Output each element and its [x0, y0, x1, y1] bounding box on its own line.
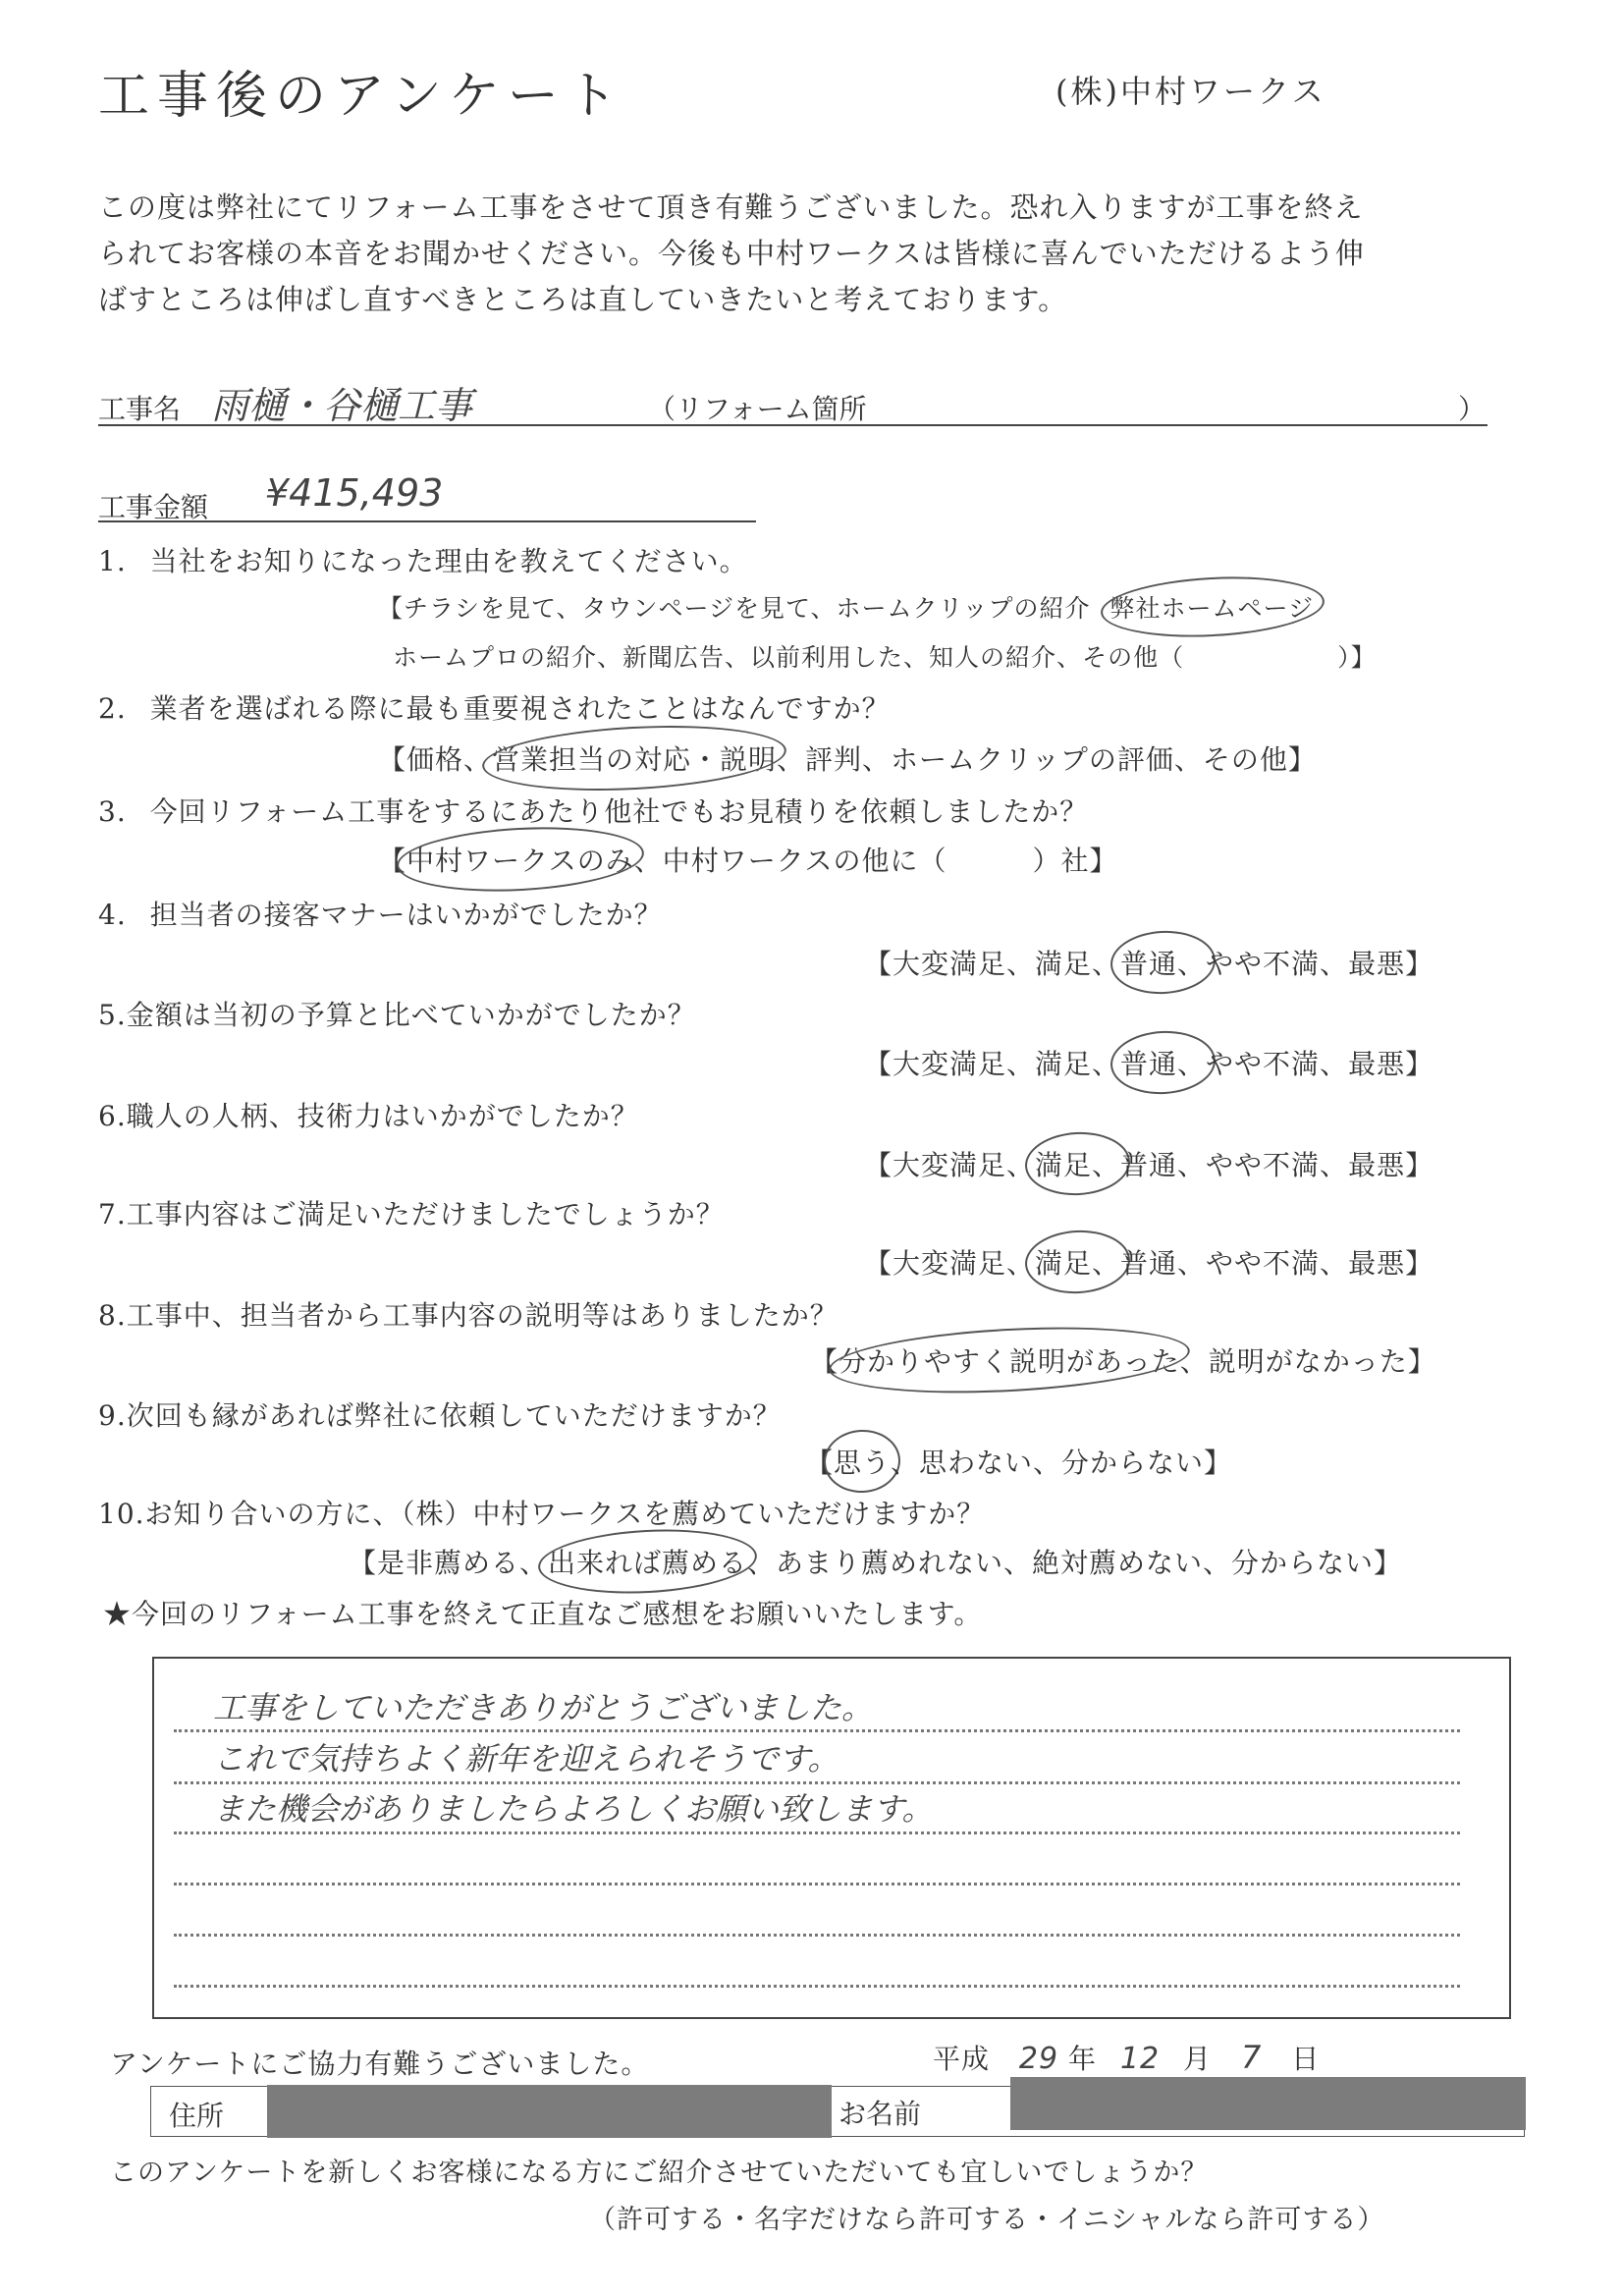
question-6-options	[864, 1144, 1434, 1183]
question-10-options	[349, 1542, 1402, 1581]
question-7: 7.工事内容はご満足いただけましたでしょうか？	[98, 1198, 725, 1230]
option[interactable]: 以前利用した、	[750, 643, 930, 672]
option-selected[interactable]: 出来れば薦める	[548, 1542, 747, 1581]
option[interactable]: 最悪】	[1348, 1149, 1434, 1181]
option-selected[interactable]: 思う	[834, 1442, 891, 1481]
option[interactable]: 、中村ワークスの他に（ ）社】	[633, 845, 1118, 877]
question-6: 6.職人の人柄、技術力はいかがでしたか？	[98, 1100, 639, 1132]
option-selected[interactable]: 営業担当の対応・説明	[492, 738, 777, 778]
comments-prompt: ★今回のリフォーム工事を終えて正直なご感想をお願いいたします。	[103, 1598, 983, 1630]
address-redacted[interactable]	[267, 2085, 832, 2138]
question-1-options-line-1	[378, 589, 1314, 625]
permission-options[interactable]: （許可する・名字だけなら許可する・イニシャルなら許可する）	[589, 2205, 1385, 2235]
option: 【	[810, 1345, 839, 1378]
amount-value: ¥415,493	[265, 471, 444, 515]
comment-line: また機会がありましたらよろしくお願い致します。	[213, 1790, 934, 1828]
option[interactable]: ホームクリップの紹介	[836, 594, 1091, 623]
comment-line: これで気持ちよく新年を迎えられそうです。	[213, 1740, 839, 1777]
reform-location-close: ）	[1458, 393, 1487, 425]
option[interactable]: やや不満、	[1206, 1048, 1349, 1080]
option: 【	[378, 845, 407, 877]
question-3-options	[378, 840, 1117, 879]
option-selected[interactable]: 満足、	[1035, 1144, 1120, 1183]
question-8-options	[810, 1340, 1436, 1380]
question-1: 1. 当社をお知りになった理由を教えてください。	[98, 545, 748, 577]
question-4-options	[864, 943, 1434, 982]
dotted-line	[174, 1831, 1460, 1834]
option: 【	[805, 1447, 835, 1479]
amount-label: 工事金額	[98, 491, 209, 523]
question-5: 5.金額は当初の予算と比べていかがでしたか？	[98, 999, 696, 1031]
option[interactable]: 【是非薦める、	[349, 1547, 549, 1579]
company-name: (株)中村ワークス	[1055, 73, 1326, 110]
option-selected[interactable]: 満足、	[1035, 1242, 1120, 1282]
question-10: 10.お知り合いの方に、（株）中村ワークスを薦めていただけますか？	[98, 1498, 986, 1530]
question-7-options	[864, 1242, 1434, 1282]
option[interactable]: ホームプロの紹介、	[393, 643, 623, 672]
option[interactable]: 【大変満足、	[864, 1247, 1036, 1280]
date-day: 7	[1240, 2039, 1263, 2076]
dotted-line	[174, 1883, 1460, 1886]
question-3: 3. 今回リフォーム工事をするにあたり他社でもお見積りを依頼しましたか？	[98, 795, 1089, 828]
dotted-line	[174, 1729, 1460, 1732]
date-year: 29	[1018, 2042, 1059, 2076]
address-label: 住所	[169, 2100, 225, 2132]
option[interactable]: 、説明がなかった】	[1179, 1345, 1436, 1378]
intro-line: この度は弊社にてリフォーム工事をさせて頂き有難うございました。恐れ入りますが工事を終え	[98, 191, 1364, 224]
intro-line: られてお客様の本音をお聞かせください。今後も中村ワークスは皆様に喜んでいただけるよう伸	[98, 237, 1365, 270]
option-selected[interactable]: 分かりやすく説明があった	[839, 1340, 1180, 1380]
option-selected[interactable]: 弊社ホームページ	[1110, 589, 1315, 625]
option[interactable]: やや不満、	[1206, 1247, 1349, 1280]
project-name-label: 工事名	[98, 393, 182, 425]
question-9-options	[805, 1442, 1232, 1481]
option[interactable]: 普通、	[1120, 1247, 1207, 1280]
question-1-options-line-2	[393, 638, 1377, 674]
option[interactable]: 普通、	[1120, 1149, 1207, 1181]
option[interactable]: 最悪】	[1348, 1048, 1434, 1080]
amount-field[interactable]	[98, 471, 756, 523]
date-month: 12	[1119, 2042, 1161, 2076]
project-name-field[interactable]	[98, 383, 1488, 426]
contact-info-row	[150, 2086, 1525, 2137]
option[interactable]: 満足、	[1035, 1048, 1121, 1080]
option[interactable]: 新聞広告、	[622, 643, 751, 672]
name-redacted[interactable]	[1010, 2077, 1526, 2130]
comment-line: 工事をしていただきありがとうございました。	[213, 1689, 874, 1726]
date-day-unit: 日	[1291, 2043, 1321, 2075]
name-label: お名前	[839, 2098, 922, 2130]
option[interactable]: 、評判、ホームクリップの評価、その他】	[777, 743, 1317, 776]
option[interactable]: 、あまり薦めれない、絶対薦めない、分からない】	[747, 1547, 1403, 1579]
intro-line: ばすところは伸ばし直すべきところは直していきたいと考えております。	[98, 283, 1068, 316]
page-title: 工事後のアンケート	[98, 67, 625, 126]
dotted-line	[174, 1934, 1460, 1937]
option[interactable]: 【大変満足、	[864, 948, 1036, 980]
option[interactable]: 【大変満足、	[864, 1048, 1036, 1080]
option[interactable]: 【大変満足、	[864, 1149, 1036, 1181]
question-9: 9.次回も縁があれば弊社に依頼していただけますか？	[98, 1399, 782, 1432]
date-era: 平成	[933, 2043, 991, 2075]
date-year-unit: 年	[1068, 2043, 1098, 2075]
option[interactable]: その他（ ）】	[1082, 643, 1377, 672]
option-selected[interactable]: 普通、	[1120, 1043, 1206, 1082]
option[interactable]: 満足、	[1035, 948, 1121, 980]
option[interactable]: やや不満、	[1206, 1149, 1349, 1181]
project-name-value: 雨樋・谷樋工事	[211, 384, 473, 427]
option[interactable]: 【価格、	[378, 743, 493, 776]
date-field[interactable]	[933, 2038, 1320, 2077]
question-4: 4. 担当者の接客マナーはいかがでしたか？	[98, 899, 663, 931]
date-month-unit: 月	[1183, 2043, 1213, 2075]
option-selected[interactable]: 中村ワークスのみ	[406, 840, 634, 879]
question-2: 2. 業者を選ばれる際に最も重要視されたことはなんですか？	[98, 692, 891, 725]
reform-location-label: （リフォーム箇所	[648, 393, 867, 425]
question-2-options	[378, 738, 1317, 778]
option[interactable]: 最悪】	[1348, 1247, 1434, 1280]
option-selected[interactable]: 普通、	[1120, 943, 1206, 982]
intro-paragraph	[98, 185, 1365, 323]
dotted-line	[174, 1985, 1460, 1988]
permission-question: このアンケートを新しくお客様になる方にご紹介させていただいても宜しいでしょうか？	[110, 2158, 1209, 2188]
option[interactable]: 、思わない、分からない】	[891, 1447, 1233, 1479]
option[interactable]: 知人の紹介、	[929, 643, 1083, 672]
comments-box[interactable]	[152, 1657, 1511, 2019]
question-8: 8.工事中、担当者から工事内容の説明等はありましたか？	[98, 1299, 839, 1332]
option[interactable]: やや不満、	[1206, 948, 1349, 980]
thanks-text: アンケートにご協力有難うございました。	[110, 2048, 650, 2080]
option[interactable]: 最悪】	[1348, 948, 1434, 980]
question-5-options	[864, 1043, 1434, 1082]
option[interactable]: タウンページを見て、	[581, 594, 837, 623]
option[interactable]: 【チラシを見て、	[378, 594, 582, 623]
